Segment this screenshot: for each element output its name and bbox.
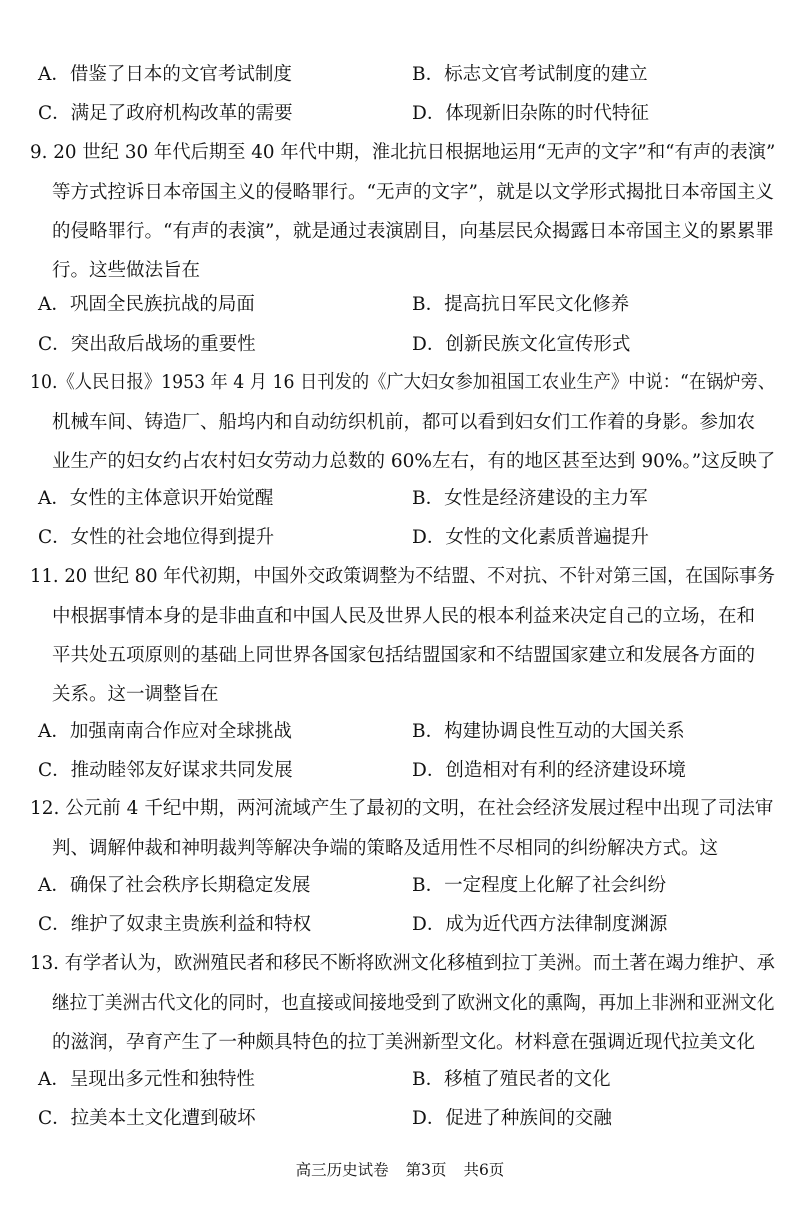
q11-option-c: C．推动睦邻友好谋求共同发展 [38,760,293,781]
q10-stem-line-2: 机械车间、铸造厂、船坞内和自动纺织机前，都可以看到妇女们工作着的身影。参加农 [52,412,756,433]
q8-option-d: D．体现新旧杂陈的时代特征 [412,103,649,124]
q11-stem-line-2: 中根据事情本身的是非曲直和中国人民及世界人民的根本利益来决定自己的立场，在和 [52,606,756,627]
q8-option-c: C．满足了政府机构改革的需要 [38,103,293,124]
q9-option-c: C．突出敌后战场的重要性 [38,334,256,355]
q13-stem-line-3: 的滋润，孕育产生了一种颇具特色的拉丁美洲新型文化。材料意在强调近现代拉美文化 [52,1032,756,1053]
q9-option-a: A．巩固全民族抗战的局面 [38,294,255,315]
q13-option-b: B．移植了殖民者的文化 [412,1069,611,1090]
q13-option-d: D．促进了种族间的交融 [412,1108,612,1129]
q13-stem-line-1: 13. 有学者认为，欧洲殖民者和移民不断将欧洲文化移植到拉丁美洲。而土著在竭力维护、承 [30,953,775,974]
q13-option-a: A．呈现出多元性和独特性 [38,1069,255,1090]
q11-option-a: A．加强南南合作应对全球挑战 [38,721,292,742]
q8-option-b: B．标志文官考试制度的建立 [412,64,648,85]
q12-option-a: A．确保了社会秩序长期稳定发展 [38,875,311,896]
q10-option-a: A．女性的主体意识开始觉醒 [38,488,274,509]
q13-option-c: C．拉美本土文化遭到破坏 [38,1108,256,1129]
q9-option-b: B．提高抗日军民文化修养 [412,294,630,315]
footer-title: 高三历史试卷 [295,1161,389,1179]
q12-option-c: C．维护了奴隶主贵族利益和特权 [38,914,312,935]
q11-option-b: B．构建协调良性互动的大国关系 [412,721,685,742]
q11-stem-line-4: 关系。这一调整旨在 [52,684,219,705]
q11-option-d: D．创造相对有利的经济建设环境 [412,760,686,781]
page-footer [0,1160,800,1180]
footer-total-pages: 共6页 [463,1161,505,1179]
q9-option-d: D．创新民族文化宣传形式 [412,334,631,355]
q9-stem-line-1: 9. 20 世纪 30 年代后期至 40 年代中期，淮北抗日根据地运用“无声的文字”和“有声的表演” [30,142,776,163]
q12-option-d: D．成为近代西方法律制度渊源 [412,914,668,935]
q13-stem-line-2: 继拉丁美洲古代文化的同时，也直接或间接地受到了欧洲文化的熏陶，再加上非洲和亚洲文化 [52,993,775,1014]
q10-stem-line-1: 10.《人民日报》1953 年 4 月 16 日刊发的《广大妇女参加祖国工农业生产》中说：“在锅炉旁、 [30,372,776,393]
q12-stem-line-1: 12. 公元前 4 千纪中期，两河流域产生了最初的文明，在社会经济发展过程中出现了司法审 [30,798,774,819]
q10-option-d: D．女性的文化素质普遍提升 [412,527,649,548]
footer-page-number: 第3页 [405,1161,447,1179]
q11-stem-line-1: 11. 20 世纪 80 年代初期，中国外交政策调整为不结盟、不对抗、不针对第三国，在国际事务 [30,566,776,587]
q9-stem-line-3: 的侵略罪行。“有声的表演”，就是通过表演剧目，向基层民众揭露日本帝国主义的累累罪 [52,221,774,242]
q9-stem-line-4: 行。这些做法旨在 [52,260,201,281]
q12-option-b: B．一定程度上化解了社会纠纷 [412,875,667,896]
q12-stem-line-2: 判、调解仲裁和神明裁判等解决争端的策略及适用性不尽相同的纠纷解决方式。这 [52,838,719,859]
q10-option-b: B．女性是经济建设的主力军 [412,488,648,509]
q9-stem-line-2: 等方式控诉日本帝国主义的侵略罪行。“无声的文字”，就是以文学形式揭批日本帝国主义 [52,182,774,203]
q11-stem-line-3: 平共处五项原则的基础上同世界各国家包括结盟国家和不结盟国家建立和发展各方面的 [52,645,756,666]
q10-stem-line-3: 业生产的妇女约占农村妇女劳动力总数的 60%左右，有的地区甚至达到 90%。”这反映了 [52,451,776,472]
q10-option-c: C．女性的社会地位得到提升 [38,527,275,548]
q8-option-a: A．借鉴了日本的文官考试制度 [38,64,292,85]
